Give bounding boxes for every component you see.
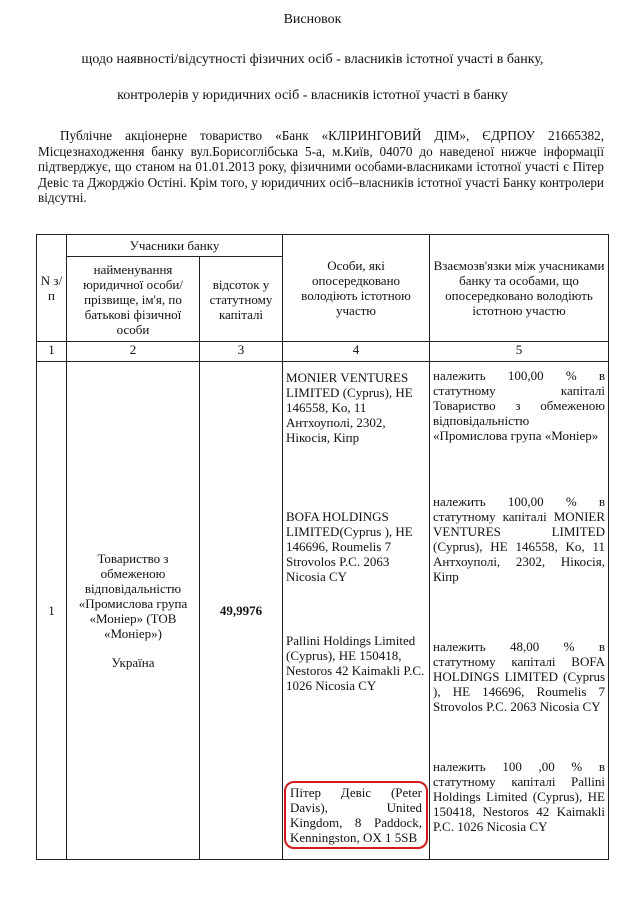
document-subtitle-2: контролерів у юридичних осіб - власників істотної участі в банку bbox=[117, 88, 508, 103]
participant-name: Товариство з обмеженою відповідальністю «Промислова група «Моніер» (ТОВ «Моніер») bbox=[78, 551, 188, 641]
relations-cell bbox=[430, 362, 609, 860]
column-number-3: 3 bbox=[200, 342, 283, 362]
relation-entry: належить 100,00 % в статутному капіталі MONIER VENTURES LIMITED (Cyprus), HE 146558, Ko, 11 Антхоуполі, 2302, Нікосія, Кіпр bbox=[433, 494, 606, 584]
document-title: Висновок bbox=[283, 12, 342, 27]
column-number-5: 5 bbox=[430, 342, 609, 362]
header-indirect-owners: Особи, які опосередковано володіють істотною участю bbox=[283, 235, 430, 342]
header-name: найменування юридичної особи/прізвище, ім'я, по батькові фізичної особи bbox=[67, 257, 200, 342]
indirect-owner: Pallini Holdings Limited (Cyprus), HE 150418, Nestoros 42 Kaimakli P.C. 1026 Nicosia CY bbox=[286, 633, 425, 693]
header-participants: Учасники банку bbox=[67, 235, 283, 257]
intro-text: Публічне акціонерне товариство «Банк «КЛІРИНГОВИЙ ДІМ», ЄДРПОУ 21665382, Місцезнаходження банку вул.Борисоглібська 5-а, м.Київ, 04070 до наведеної нижче інформації підтверджує, що станом на 01.01.2013 року, фізичними особами-власниками істотної участі є Пітер Девіс та Джорджіо Остіні. Крім того, у юридичних осіб–власників істотної участі Банку контролери відсутні. bbox=[38, 128, 604, 205]
intro-paragraph bbox=[38, 128, 604, 206]
relation-entry: належить 100 ,00 % в статутному капіталі Pallini Holdings Limited (Cyprus), HE 150418, Nestoros 42 Kaimakli P.C. 1026 Nicosia CY bbox=[433, 759, 606, 834]
column-number-1: 1 bbox=[37, 342, 67, 362]
indirect-owner: MONIER VENTURES LIMITED (Cyprus), HE 146558, Ko, 11 Антхоуполі, 2302, Нікосія, Кіпр bbox=[286, 370, 413, 445]
row-number: 1 bbox=[37, 362, 67, 860]
table-row bbox=[37, 362, 609, 860]
highlighted-person: Пітер Девіс (Peter Davis), United Kingdom, 8 Paddock, Kenningston, OX 1 5SB bbox=[284, 781, 428, 849]
column-number-4: 4 bbox=[283, 342, 430, 362]
participant-percent: 49,9976 bbox=[200, 362, 283, 860]
header-relations: Взаємозв'язки між учасниками банку та особами, що опосередковано володіють істотною участю bbox=[430, 235, 609, 342]
relation-entry: належить 100,00 % в статутному капіталі Товариство з обмеженою відповідальністю «Промислова група «Моніер» bbox=[433, 368, 606, 443]
header-no: N з/п bbox=[37, 235, 67, 342]
relation-entry: належить 48,00 % в статутному капіталі BOFA HOLDINGS LIMITED (Cyprus ), HE 146696, Roumelis 7 Strovolos P.C. 2063 Nicosia CY bbox=[433, 639, 606, 714]
indirect-owner: BOFA HOLDINGS LIMITED(Cyprus ), HE 146696, Roumelis 7 Strovolos P.C. 2063 Nicosia CY bbox=[286, 509, 413, 584]
column-number-2: 2 bbox=[67, 342, 200, 362]
participant-cell bbox=[67, 362, 200, 860]
ownership-table bbox=[36, 234, 609, 860]
indirect-owners-cell bbox=[283, 362, 430, 860]
header-percent: відсоток у статутному капіталі bbox=[200, 257, 283, 342]
participant-country: Україна bbox=[111, 655, 155, 670]
document-subtitle-1: щодо наявності/відсутності фізичних осіб - власників істотної участі в банку, bbox=[81, 52, 544, 67]
